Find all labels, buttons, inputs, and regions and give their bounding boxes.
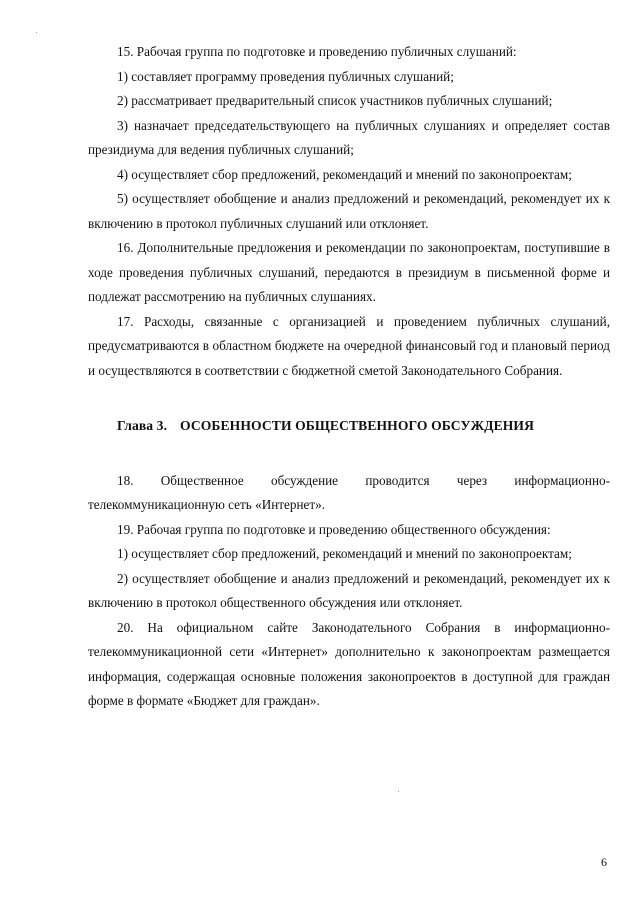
- page-number: 6: [601, 855, 607, 869]
- paragraph-15: 15. Рабочая группа по подготовке и проведению публичных слушаний:: [117, 44, 517, 59]
- list-item-15-5: 5) осуществляет обобщение и анализ предложений и рекомендаций, рекомендует их к включению в протокол публичных слушаний или отклоняет.: [88, 191, 610, 231]
- list-item-15-3: 3) назначает председательствующего на публичных слушаниях и определяет состав президиума для ведения публичных слушаний;: [88, 117, 610, 157]
- paragraph-17: 17. Расходы, связанные с организацией и проведением публичных слушаний, предусматриваются в областном бюджете на очередной финансовый год и плановый период и осуществляются в соответствии с бюджетной сметой Законодательного Собрания.: [88, 313, 610, 378]
- list-item-19-2: 2) осуществляет обобщение и анализ предложений и рекомендаций, рекомендует их к включению в протокол общественного обсуждения или отклоняет.: [88, 570, 610, 610]
- paragraph-18: 18. Общественное обсуждение проводится через информационно-телекоммуникационную сеть «Интернет».: [88, 472, 610, 512]
- paragraph-20: 20. На официальном сайте Законодательного Собрания в информационно-телекоммуникационной сети «Интернет» дополнительно к законопроектам размещается информация, содержащая основные положения законопроектов в доступной для граждан форме в формате «Бюджет для граждан».: [88, 619, 610, 708]
- chapter-title: ОСОБЕННОСТИ ОБЩЕСТВЕННОГО ОБСУЖДЕНИЯ: [180, 418, 535, 433]
- scan-speck: [36, 32, 37, 33]
- chapter-heading: [117, 414, 610, 439]
- page-body: [88, 40, 610, 714]
- scan-speck: [398, 791, 399, 792]
- list-item-19-1: 1) осуществляет сбор предложений, рекомендаций и мнений по законопроектам;: [117, 546, 572, 561]
- paragraph-16: 16. Дополнительные предложения и рекомендации по законопроектам, поступившие в ходе проведения публичных слушаний, передаются в президиум в письменной форме и подлежат рассмотрению на публичных слушаниях.: [88, 240, 610, 304]
- list-item-15-4: 4) осуществляет сбор предложений, рекомендаций и мнений по законопроектам;: [117, 166, 572, 182]
- list-item-15-2: 2) рассматривает предварительный список участников публичных слушаний;: [117, 93, 553, 108]
- paragraph-19: 19. Рабочая группа по подготовке и проведению общественного обсуждения:: [117, 521, 551, 537]
- list-item-15-1: 1) составляет программу проведения публичных слушаний;: [117, 68, 454, 84]
- chapter-number: Глава 3.: [117, 418, 168, 433]
